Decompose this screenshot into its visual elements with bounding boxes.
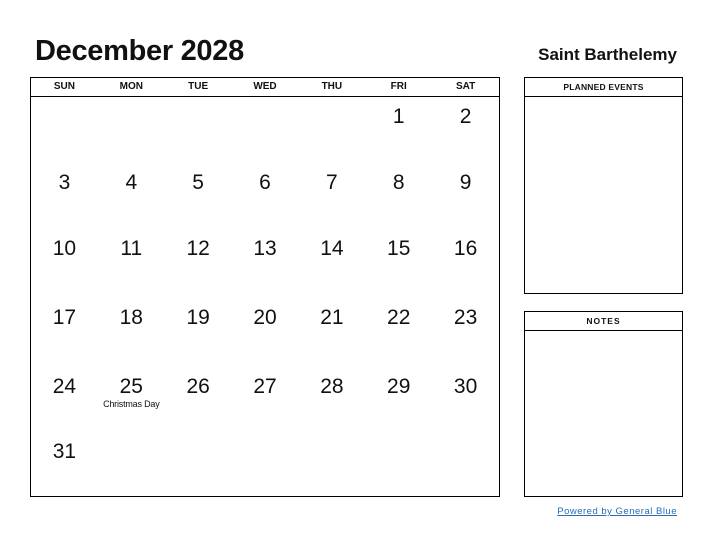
day-cell — [432, 163, 499, 229]
day-number: 31 — [52, 440, 77, 463]
day-number — [165, 432, 232, 439]
day-cell — [31, 298, 98, 367]
day-number: 11 — [120, 237, 143, 260]
weekday-header — [31, 78, 499, 97]
day-cell — [31, 432, 98, 494]
day-cell — [232, 432, 299, 494]
weekday-wed: WED — [253, 81, 277, 92]
day-number: 28 — [320, 375, 344, 398]
day-number: 25 — [119, 375, 143, 398]
day-number — [365, 432, 432, 439]
day-cell — [31, 163, 98, 229]
weekday-thu: THU — [321, 81, 343, 92]
day-number: 9 — [459, 171, 472, 194]
day-number — [31, 97, 98, 104]
day-number — [432, 432, 499, 439]
day-cell — [298, 298, 365, 367]
day-number: 30 — [453, 375, 478, 398]
day-cell — [298, 97, 365, 163]
day-number: 24 — [52, 375, 77, 398]
day-cell — [432, 229, 499, 298]
day-number: 26 — [186, 375, 210, 398]
day-number — [298, 432, 365, 439]
day-cell — [165, 367, 232, 432]
day-cell — [31, 229, 98, 298]
day-cell — [98, 229, 165, 298]
day-number: 3 — [58, 171, 71, 194]
day-cell — [232, 97, 299, 163]
week-row — [31, 163, 499, 229]
day-number: 10 — [52, 237, 77, 260]
notes-box — [524, 311, 683, 497]
day-number — [232, 432, 299, 439]
weekday-mon: MON — [119, 81, 143, 92]
day-cell — [232, 298, 299, 367]
country-name: Saint Barthelemy — [538, 45, 677, 64]
day-cell — [298, 163, 365, 229]
day-cell — [365, 97, 432, 163]
day-number: 13 — [253, 237, 277, 260]
day-number: 6 — [259, 171, 271, 194]
day-number: 19 — [186, 306, 210, 329]
day-cell — [365, 298, 432, 367]
day-cell — [165, 229, 232, 298]
powered-by-link[interactable]: Powered by General Blue — [557, 506, 677, 517]
month-calendar — [30, 77, 500, 497]
day-number — [232, 97, 299, 104]
planned-events-box — [524, 77, 683, 294]
day-cell — [232, 367, 299, 432]
day-cell — [31, 97, 98, 163]
day-number: 14 — [320, 237, 344, 260]
day-number: 8 — [392, 171, 405, 194]
week-row — [31, 298, 499, 367]
day-number: 15 — [387, 237, 411, 260]
day-cell — [232, 229, 299, 298]
holiday-label: Christmas Day — [103, 399, 160, 409]
weekday-fri: FRI — [390, 81, 407, 92]
page-title: December 2028 — [35, 35, 244, 67]
week-row — [31, 367, 499, 432]
day-number: 17 — [52, 306, 77, 329]
day-number: 18 — [119, 306, 143, 329]
day-cell — [298, 367, 365, 432]
day-number: 29 — [387, 375, 411, 398]
day-number — [298, 97, 365, 104]
day-cell — [165, 298, 232, 367]
week-row — [31, 432, 499, 494]
day-cell — [298, 229, 365, 298]
day-number — [98, 97, 165, 104]
day-number — [165, 97, 232, 104]
day-number: 22 — [387, 306, 411, 329]
day-cell — [232, 163, 299, 229]
day-cell — [432, 97, 499, 163]
day-cell — [432, 367, 499, 432]
weekday-sat: SAT — [455, 81, 476, 92]
weekday-sun: SUN — [53, 81, 75, 92]
day-number: 16 — [453, 237, 478, 260]
day-cell — [365, 163, 432, 229]
week-row — [31, 229, 499, 298]
day-cell — [165, 97, 232, 163]
day-number — [98, 432, 165, 439]
day-number: 21 — [320, 306, 344, 329]
weekday-tue: TUE — [188, 81, 209, 92]
day-number: 2 — [459, 105, 472, 128]
day-number: 23 — [453, 306, 478, 329]
notes-heading: NOTES — [525, 312, 682, 331]
day-number: 12 — [186, 237, 210, 260]
day-cell — [165, 163, 232, 229]
day-cell — [365, 432, 432, 494]
day-number: 27 — [253, 375, 277, 398]
planned-events-heading: PLANNED EVENTS — [525, 78, 682, 97]
day-number: 5 — [192, 171, 204, 194]
day-cell — [365, 229, 432, 298]
day-cell — [298, 432, 365, 494]
day-number: 7 — [326, 171, 338, 194]
day-number: 4 — [125, 171, 138, 194]
day-cell — [98, 97, 165, 163]
day-number: 20 — [253, 306, 277, 329]
day-cell — [98, 432, 165, 494]
day-cell — [432, 432, 499, 494]
day-number: 1 — [392, 105, 405, 128]
day-cell — [165, 432, 232, 494]
day-cell — [432, 298, 499, 367]
day-cell — [365, 367, 432, 432]
day-cell — [98, 367, 165, 432]
day-cell — [98, 298, 165, 367]
week-row — [31, 97, 499, 163]
day-cell — [31, 367, 98, 432]
calendar-weeks — [31, 97, 499, 494]
day-cell — [98, 163, 165, 229]
